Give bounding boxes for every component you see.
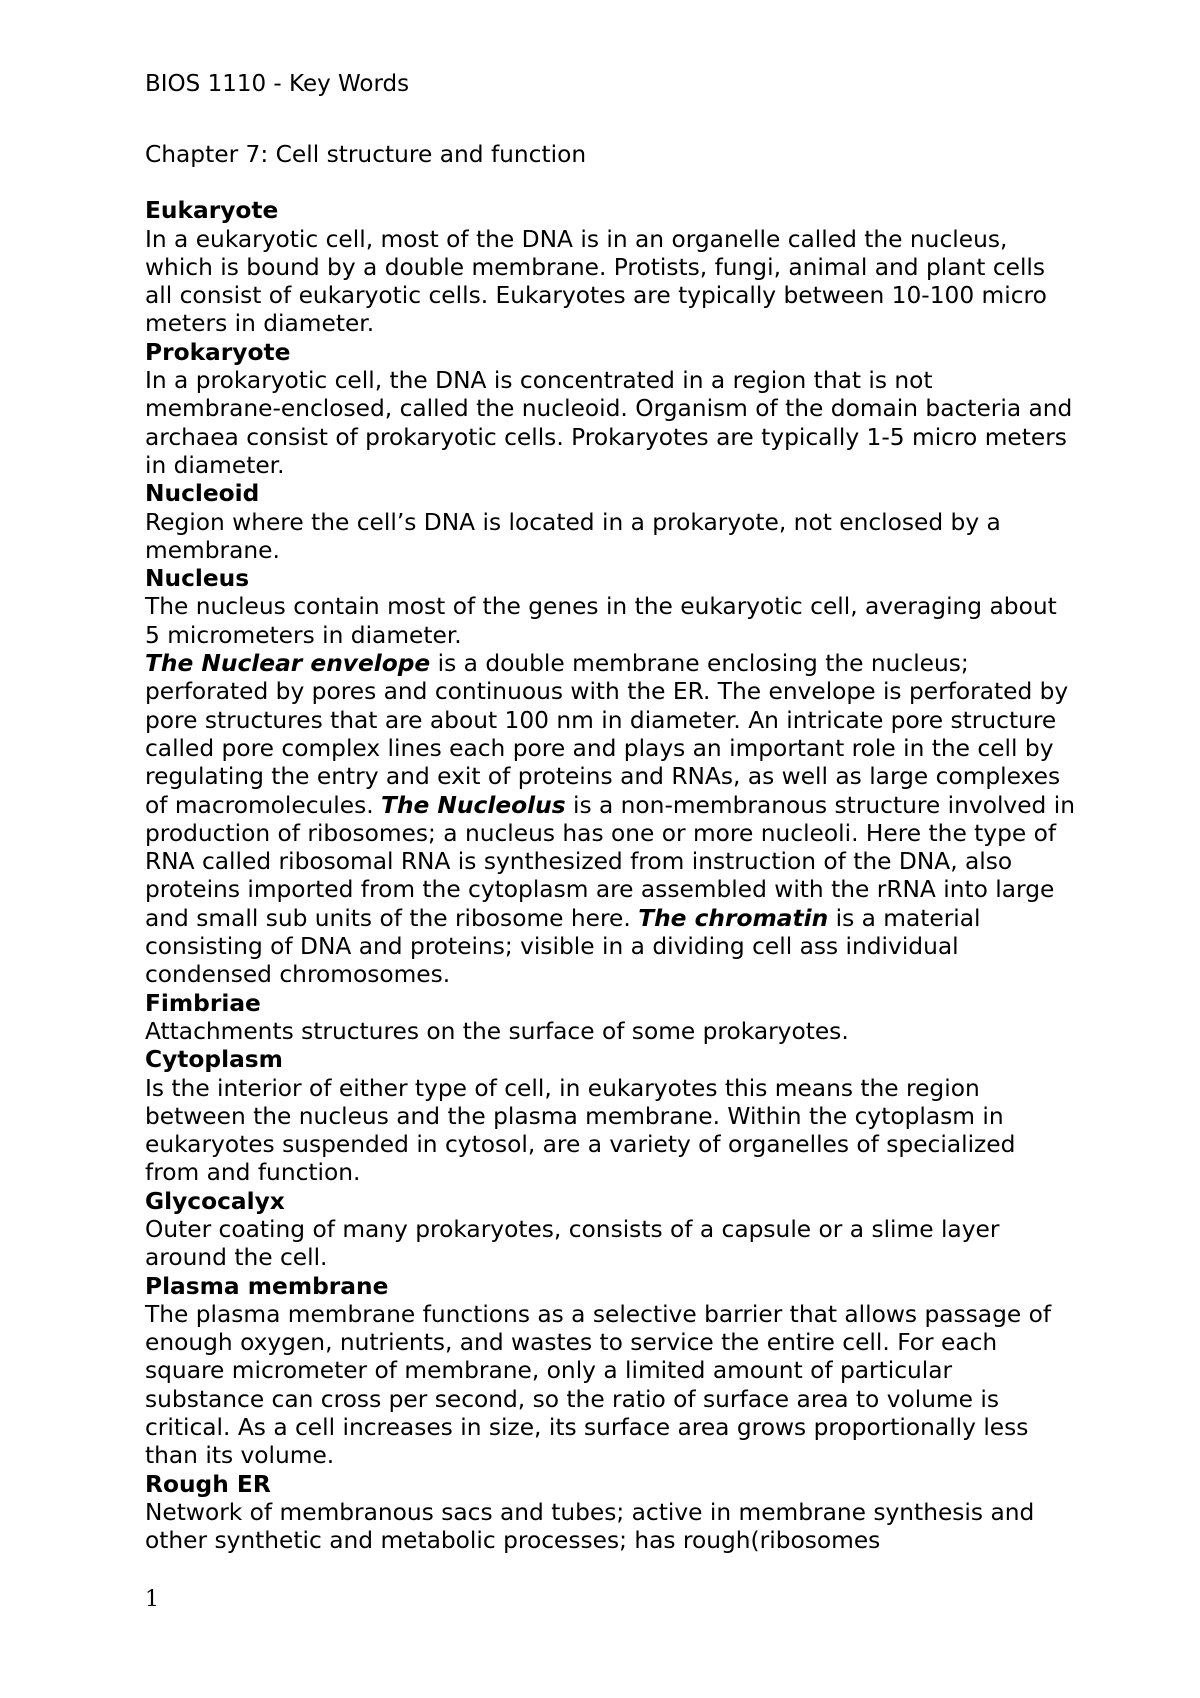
term-nucleoid: Nucleoid bbox=[145, 480, 260, 508]
page-number: 1 bbox=[145, 1587, 159, 1612]
nuclear-envelope-term: The Nuclear envelope bbox=[145, 650, 431, 678]
nuclear-envelope-text: is a double membrane enclosing the nucleus; perforated by pores and continuous with the ER. The envelope is perforated by pore structures that are about 100 nm in diameter. An intricate pore structure called pore complex lines each pore and plays an important role in the cell by regulating the entry and exit of proteins and RNAs, as well as large complexes of macromolecules. bbox=[145, 650, 1069, 819]
definition-eukaryote: In a eukaryotic cell, most of the DNA is in an organelle called the nucleus, which is bound by a double membrane. Protists, fungi, animal and plant cells all consist of eukaryotic cells. Eukaryotes are typically between 10-100 micro meters in diameter. bbox=[145, 225, 1047, 338]
term-glycocalyx: Glycocalyx bbox=[145, 1187, 285, 1215]
term-plasma-membrane: Plasma membrane bbox=[145, 1272, 389, 1300]
term-nucleus: Nucleus bbox=[145, 565, 250, 593]
nucleus-detail-paragraph bbox=[145, 650, 1075, 990]
document-body bbox=[145, 141, 1075, 1556]
definition-plasma-membrane: The plasma membrane functions as a selective barrier that allows passage of enough oxygen, nutrients, and wastes to service the entire cell. For each square micrometer of membrane, only a limited amount of particular substance can cross per second, so the ratio of surface area to volume is critical. As a cell increases in size, its surface area grows proportionally less than its volume. bbox=[145, 1300, 1052, 1470]
nucleolus-text: is a non-membranous structure involved in production of ribosomes; a nucleus has one or more nucleoli. Here the type of RNA called ribosomal RNA is synthesized from instruction of the DNA, also proteins imported from the cytoplasm are assembled with the rRNA into large and small sub units of the ribosome here. bbox=[145, 791, 1075, 932]
definition-glycocalyx: Outer coating of many prokaryotes, consists of a capsule or a slime layer around the cell. bbox=[145, 1215, 1000, 1272]
definition-nucleus: The nucleus contain most of the genes in the eukaryotic cell, averaging about 5 micrometers in diameter. bbox=[145, 593, 1057, 649]
definition-nucleoid: Region where the cell’s DNA is located in a prokaryote, not enclosed by a membrane. bbox=[145, 508, 1001, 564]
definition-fimbriae: Attachments structures on the surface of some prokaryotes. bbox=[145, 1017, 849, 1045]
nucleolus-term: The Nucleolus bbox=[381, 791, 566, 819]
term-fimbriae: Fimbriae bbox=[145, 989, 261, 1017]
chapter-title: Chapter 7: Cell structure and function bbox=[145, 141, 587, 168]
chromatin-text: is a material consisting of DNA and proteins; visible in a dividing cell ass individual condensed chromosomes. bbox=[145, 904, 981, 989]
term-rough-er: Rough ER bbox=[145, 1470, 271, 1498]
chromatin-term: The chromatin bbox=[638, 904, 829, 932]
term-prokaryote: Prokaryote bbox=[145, 338, 291, 366]
document-header: BIOS 1110 - Key Words bbox=[145, 71, 410, 97]
definition-rough-er: Network of membranous sacs and tubes; active in membrane synthesis and other synthetic and metabolic processes; has rough(ribosomes bbox=[145, 1498, 1035, 1555]
definition-cytoplasm: Is the interior of either type of cell, in eukaryotes this means the region between the nucleus and the plasma membrane. Within the cytoplasm in eukaryotes suspended in cytosol, are a variety of organelles of specialized from and function. bbox=[145, 1074, 1016, 1187]
term-eukaryote: Eukaryote bbox=[145, 197, 279, 225]
term-cytoplasm: Cytoplasm bbox=[145, 1046, 283, 1074]
definition-prokaryote: In a prokaryotic cell, the DNA is concentrated in a region that is not membrane-enclosed, called the nucleoid. Organism of the domain bacteria and archaea consist of prokaryotic cells. Prokaryotes are typically 1-5 micro meters in diameter. bbox=[145, 367, 1073, 479]
